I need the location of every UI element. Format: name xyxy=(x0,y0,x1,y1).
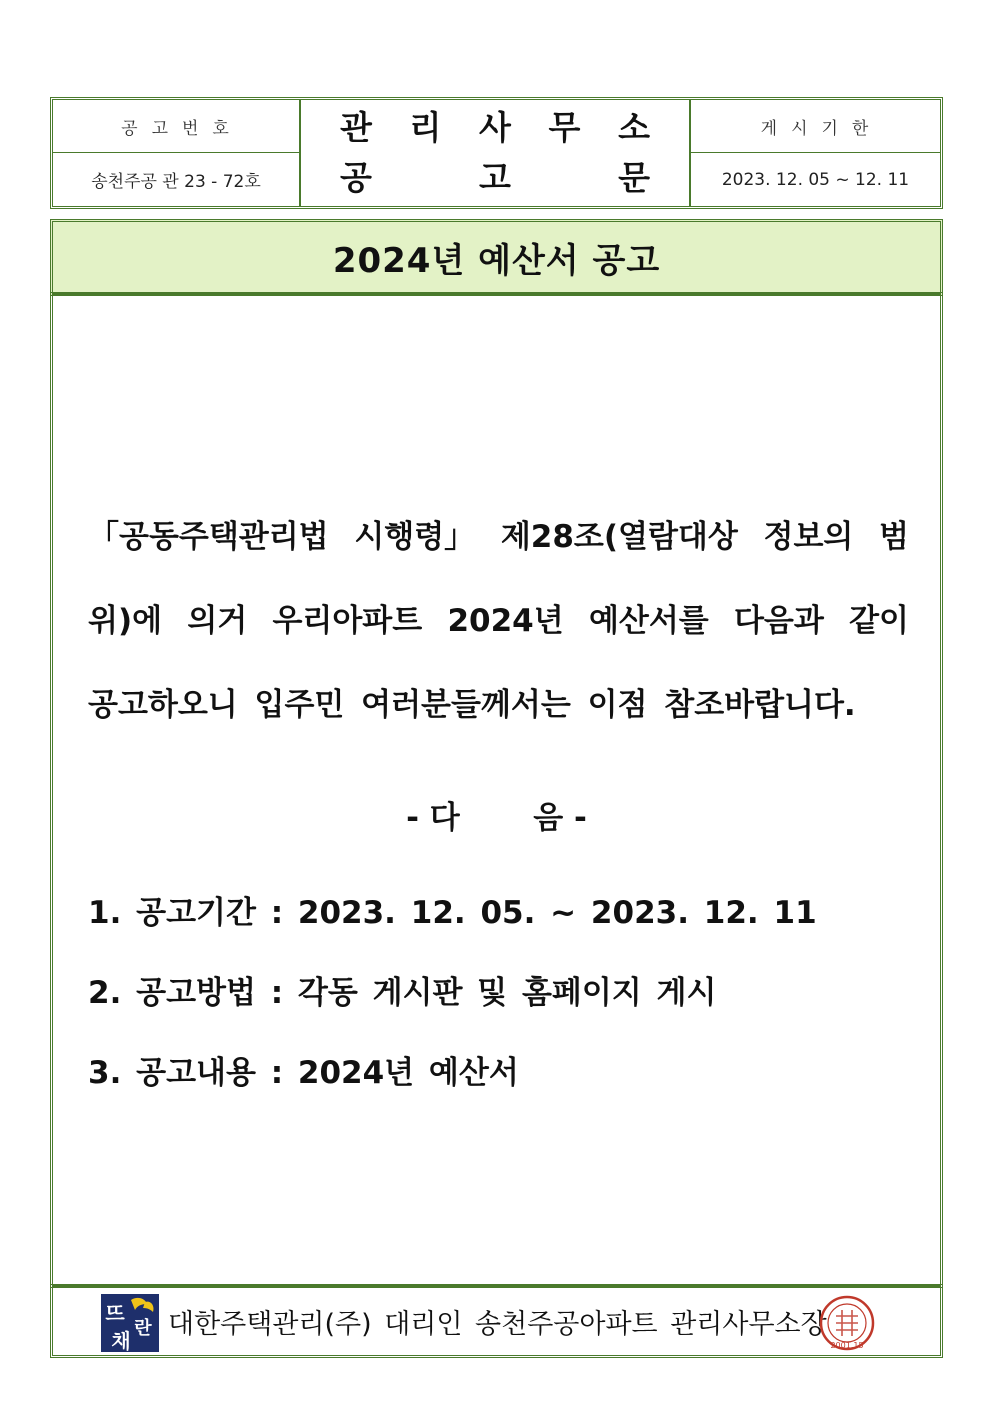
company-logo-icon xyxy=(101,1294,159,1352)
notice-item-content: 3. 공고내용 : 2024년 예산서 xyxy=(88,1055,519,1091)
notice-doc-char: 공 xyxy=(340,158,372,197)
paragraph-word: 시행령」 xyxy=(354,519,476,555)
logo-char: 란 xyxy=(134,1318,152,1339)
logo-char: 뜨 xyxy=(105,1301,125,1325)
paragraph-word: 예산서를 xyxy=(588,603,709,639)
footer-signature-text: 대한주택관리(주) 대리인 송천주공아파트 관리사무소장 xyxy=(168,1308,827,1340)
following-heading xyxy=(53,792,940,837)
posting-period-label-cell xyxy=(691,100,940,153)
paragraph-line-3 xyxy=(88,663,909,747)
notice-doc-char: 문 xyxy=(618,158,650,197)
notice-number-label-cell xyxy=(53,100,301,153)
following-heading-part: 음 - xyxy=(533,800,587,836)
office-title-char: 사 xyxy=(479,108,511,147)
notice-footer xyxy=(50,1284,943,1358)
paragraph-word: 의거 xyxy=(187,603,248,639)
document-title: 2024년 예산서 공고 xyxy=(50,219,943,296)
paragraph-word: 「공동주택관리법 xyxy=(88,519,329,555)
notice-doc-char: 고 xyxy=(479,158,511,197)
official-seal-icon xyxy=(818,1294,876,1352)
office-title-char: 무 xyxy=(548,108,581,147)
paragraph-word: 다음과 xyxy=(733,603,824,639)
notice-header-table xyxy=(50,97,943,209)
office-title xyxy=(340,103,650,153)
posting-period-value: 2023. 12. 05 ~ 12. 11 xyxy=(721,169,910,190)
paragraph-word: 제28조(열람대상 xyxy=(500,519,738,555)
paragraph-word: 공고하오니 입주민 여러분들께서는 이점 참조바랍니다. xyxy=(88,687,856,723)
paragraph-word: 우리아파트 xyxy=(272,603,423,639)
notice-number-value: 송천주공 관 23 - 72호 xyxy=(91,172,261,192)
posting-period-value-cell xyxy=(691,153,940,206)
paragraph-line-2 xyxy=(88,579,909,663)
notice-number-value-cell xyxy=(53,153,301,206)
paragraph-line-1 xyxy=(88,495,909,579)
paragraph-word: 같이 xyxy=(849,603,909,639)
paragraph-word: 범 xyxy=(879,519,909,555)
notice-paragraph xyxy=(88,495,909,747)
office-title-char: 소 xyxy=(618,108,650,147)
paragraph-word: 위)에 xyxy=(88,603,163,639)
notice-item-period: 1. 공고기간 : 2023. 12. 05. ~ 2023. 12. 11 xyxy=(88,895,817,931)
notice-body xyxy=(50,292,943,1288)
logo-char: 채 xyxy=(111,1329,131,1352)
office-title-char: 관 xyxy=(340,108,372,147)
notice-number-label: 공고번호 xyxy=(121,118,243,139)
notice-item-method: 2. 공고방법 : 각동 게시판 및 홈페이지 게시 xyxy=(88,975,717,1011)
notice-doc-title xyxy=(340,153,650,203)
paragraph-word: 정보의 xyxy=(763,519,854,555)
seal-text: 2001.15 xyxy=(830,1341,864,1350)
paragraph-word: 2024년 xyxy=(447,603,564,639)
following-heading-part: - 다 xyxy=(406,800,460,836)
office-title-char: 리 xyxy=(409,108,442,147)
office-notice-title-cell xyxy=(301,100,691,206)
posting-period-label: 게시기한 xyxy=(760,118,883,139)
